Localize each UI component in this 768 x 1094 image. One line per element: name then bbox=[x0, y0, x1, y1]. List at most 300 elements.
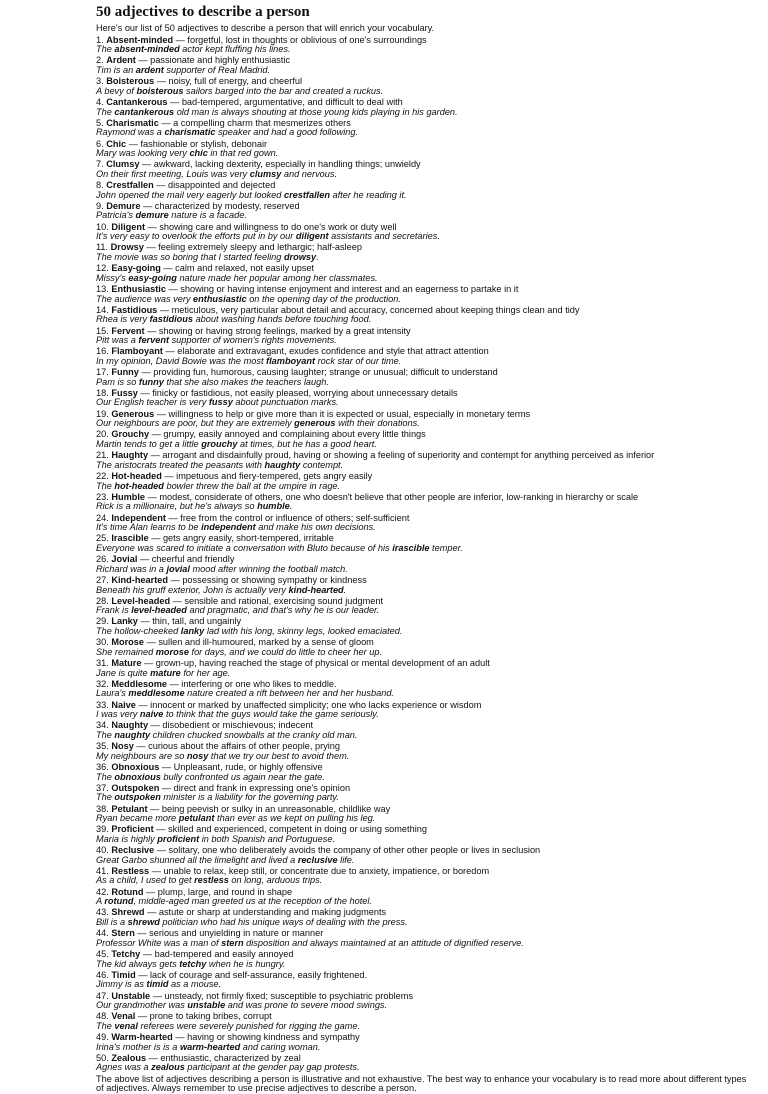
adjective-definition: 17. Funny — providing fun, humorous, causing laughter; strange or unusual; difficult to understand bbox=[96, 367, 498, 378]
example-keyword: proficient bbox=[157, 833, 200, 844]
list-item bbox=[96, 430, 752, 449]
adjective-word: Shrewd bbox=[111, 907, 145, 918]
example-keyword: demure bbox=[135, 210, 169, 221]
example-sentence bbox=[96, 980, 752, 990]
definition-text: arrogant and disdainfully proud, having or showing a feeling of superiority and contempt for anything perceived as inferior bbox=[162, 450, 655, 461]
entry-number: 48. bbox=[96, 1011, 109, 1022]
list-item bbox=[96, 410, 752, 429]
example-text: speaker and had a good following. bbox=[215, 127, 359, 138]
list-item bbox=[96, 1012, 752, 1031]
example-keyword: naughty bbox=[114, 729, 151, 740]
adjective-word: Hot-headed bbox=[111, 471, 162, 481]
example-text: nature made her popular among her classmates. bbox=[176, 272, 378, 283]
entry-number: 13. bbox=[96, 283, 109, 294]
entry-number: 39. bbox=[96, 824, 109, 835]
example-text: Maria is highly bbox=[96, 833, 158, 844]
example-keyword: obnoxious bbox=[114, 771, 161, 782]
example-sentence bbox=[96, 710, 752, 720]
definition-text: Unpleasant, rude, or highly offensive bbox=[173, 761, 323, 772]
list-item bbox=[96, 514, 752, 533]
list-item bbox=[96, 825, 752, 844]
adjective-definition: 47. Unstable — unsteady, not firmly fixed; susceptible to psychiatric problems bbox=[96, 990, 413, 1001]
example-keyword: charismatic bbox=[164, 127, 216, 138]
list-item bbox=[96, 929, 752, 948]
adjective-word: Haughty bbox=[111, 450, 149, 461]
definition-text: calm and relaxed, not easily upset bbox=[175, 263, 315, 274]
example-text: It's time Alan learns to be bbox=[96, 522, 202, 533]
example-text: life. bbox=[337, 854, 355, 865]
example-sentence bbox=[96, 606, 752, 616]
adjective-definition: 43. Shrewd — astute or sharp at understanding and making judgments bbox=[96, 907, 387, 918]
entry-number: 37. bbox=[96, 782, 109, 793]
example-sentence bbox=[96, 627, 752, 637]
adjective-word: Petulant bbox=[111, 803, 148, 814]
list-item bbox=[96, 389, 752, 408]
example-text: and pragmatic, and that's why he is our leader. bbox=[186, 605, 380, 616]
example-keyword: mature bbox=[150, 667, 181, 678]
example-sentence bbox=[96, 191, 752, 201]
example-sentence bbox=[96, 1022, 752, 1032]
example-keyword: reclusive bbox=[297, 854, 338, 865]
example-sentence bbox=[96, 918, 752, 928]
definition-text: willingness to help or give more than it is expected or usual, especially in monetary terms bbox=[168, 408, 531, 419]
adjective-definition: 34. Naughty — disobedient or mischievous; indecent bbox=[96, 720, 314, 731]
adjective-definition: 25. Irascible — gets angry easily, short-tempered, irritable bbox=[96, 533, 334, 544]
example-keyword: zealous bbox=[151, 1062, 185, 1073]
example-text: politician who had his unique ways of dealing with the press. bbox=[159, 917, 408, 927]
example-text: She remained bbox=[96, 646, 156, 657]
list-item bbox=[96, 701, 752, 720]
example-text: Ryan became more bbox=[96, 813, 179, 824]
definition-text: interfering or one who likes to meddle. bbox=[181, 678, 337, 689]
list-item bbox=[96, 971, 752, 990]
example-text: Irina's mother is is a bbox=[96, 1041, 180, 1052]
adjective-definition: 1. Absent-minded — forgetful, lost in thoughts or oblivious of one's surroundings bbox=[96, 34, 427, 45]
adjective-definition: 11. Drowsy — feeling extremely sleepy and lethargic; half-asleep bbox=[96, 242, 362, 253]
adjective-word: Irascible bbox=[111, 533, 149, 544]
entry-number: 6. bbox=[96, 138, 104, 149]
definition-text: innocent or marked by unaffected simplicity; one who lacks experience or wisdom bbox=[150, 699, 482, 710]
example-text: Mary was looking very bbox=[96, 148, 190, 159]
example-keyword: restless bbox=[194, 875, 229, 886]
entry-number: 41. bbox=[96, 865, 109, 876]
example-text: participant at the gender pay gap protests. bbox=[184, 1062, 360, 1073]
adjective-word: Generous bbox=[111, 408, 155, 419]
example-sentence bbox=[96, 689, 752, 699]
example-keyword: petulant bbox=[178, 813, 215, 824]
example-keyword: cantankerous bbox=[114, 106, 175, 117]
definition-text: grumpy, easily annoyed and complaining about every little things bbox=[163, 429, 426, 440]
example-text: minister is a liability for the governing party. bbox=[160, 792, 339, 803]
adjective-definition: 22. Hot-headed — impetuous and fiery-tempered, gets angry easily bbox=[96, 471, 373, 481]
example-keyword: lanky bbox=[180, 626, 205, 637]
definition-text: having or showing kindness and sympathy bbox=[187, 1032, 360, 1043]
adjective-word: Flamboyant bbox=[111, 346, 163, 357]
definition-text: lack of courage and self-assurance, easily frightened. bbox=[149, 969, 368, 980]
definition-text: modest, considerate of others, one who doesn't believe that other people are inferior, low-ranking in hierarchy or scale bbox=[159, 491, 639, 502]
example-sentence bbox=[96, 357, 752, 367]
example-sentence bbox=[96, 315, 752, 325]
example-sentence bbox=[96, 731, 752, 741]
example-text: temper. bbox=[429, 542, 463, 553]
example-text: to think that the guys would take the game seriously. bbox=[163, 709, 379, 720]
example-text: Frank is bbox=[96, 605, 132, 616]
adjective-word: Naive bbox=[111, 699, 136, 710]
adjective-definition: 42. Rotund — plump, large, and round in shape bbox=[96, 886, 293, 897]
example-text: on the opening day of the production. bbox=[246, 293, 401, 304]
definition-text: bad-tempered, argumentative, and difficult to deal with bbox=[181, 96, 403, 107]
entry-number: 43. bbox=[96, 907, 109, 918]
adjective-definition: 10. Diligent — showing care and willingness to do one's work or duty well bbox=[96, 221, 397, 232]
example-text: Professor White was a man of bbox=[96, 937, 222, 948]
definition-text: curious about the affairs of other people, prying bbox=[148, 741, 340, 752]
list-item bbox=[96, 534, 752, 553]
adjective-word: Venal bbox=[111, 1011, 136, 1022]
adjective-definition: 36. Obnoxious — Unpleasant, rude, or highly offensive bbox=[96, 761, 323, 772]
example-sentence bbox=[96, 274, 752, 284]
example-keyword: flamboyant bbox=[266, 355, 316, 366]
example-text: The kid always gets bbox=[96, 958, 180, 969]
entry-number: 45. bbox=[96, 948, 109, 959]
adjective-word: Proficient bbox=[111, 824, 154, 835]
example-sentence bbox=[96, 565, 752, 575]
example-text: that she also makes the teachers laugh. bbox=[163, 376, 329, 387]
list-item bbox=[96, 140, 752, 159]
adjective-definition: 31. Mature — grown-up, having reached the stage of physical or mental development of an adult bbox=[96, 658, 490, 669]
example-keyword: shrewd bbox=[127, 917, 160, 927]
example-keyword: generous bbox=[294, 418, 336, 429]
adjective-word: Grouchy bbox=[111, 429, 150, 440]
list-item bbox=[96, 576, 752, 595]
adjective-word: Cantankerous bbox=[106, 96, 168, 107]
adjective-definition: 13. Enthusiastic — showing or having intense enjoyment and interest and an eagerness to partake in it bbox=[96, 283, 519, 294]
list-item bbox=[96, 451, 752, 470]
example-text: Everyone was scared to initiate a conversation with Bluto because of his bbox=[96, 542, 393, 553]
example-text: The bbox=[96, 771, 115, 782]
example-sentence bbox=[96, 336, 752, 346]
example-keyword: ardent bbox=[135, 64, 164, 75]
list-item bbox=[96, 77, 752, 96]
entry-number: 4. bbox=[96, 96, 104, 107]
list-item bbox=[96, 784, 752, 803]
list-item bbox=[96, 950, 752, 969]
adjective-definition: 48. Venal — prone to taking bribes, corrupt bbox=[96, 1011, 272, 1022]
example-text: Our English teacher is very bbox=[96, 397, 209, 408]
entry-number: 14. bbox=[96, 304, 109, 315]
adjective-definition: 4. Cantankerous — bad-tempered, argumentative, and difficult to deal with bbox=[96, 96, 403, 107]
entry-number: 32. bbox=[96, 678, 109, 689]
example-keyword: irascible bbox=[392, 542, 430, 553]
adjective-definition: 15. Fervent — showing or having strong feelings, marked by a great intensity bbox=[96, 325, 411, 336]
example-text: about washing hands before touching food. bbox=[193, 314, 372, 325]
adjective-word: Charismatic bbox=[106, 117, 159, 128]
example-text: The bbox=[96, 1020, 115, 1031]
example-keyword: clumsy bbox=[249, 168, 282, 179]
list-item bbox=[96, 659, 752, 678]
entry-number: 24. bbox=[96, 512, 109, 523]
example-text: children chucked snowballs at the cranky old man. bbox=[150, 729, 358, 740]
adjective-list bbox=[96, 36, 752, 1073]
entry-number: 33. bbox=[96, 699, 109, 710]
example-keyword: boisterous bbox=[136, 85, 184, 96]
adjective-definition: 46. Timid — lack of courage and self-assurance, easily frightened. bbox=[96, 969, 368, 980]
adjective-word: Level-headed bbox=[111, 595, 171, 606]
entry-number: 19. bbox=[96, 408, 109, 419]
adjective-definition: 49. Warm-hearted — having or showing kindness and sympathy bbox=[96, 1032, 360, 1043]
definition-text: solitary, one who deliberately avoids the company of other other people or lives in seclusion bbox=[168, 845, 541, 856]
entry-number: 16. bbox=[96, 346, 109, 357]
list-item bbox=[96, 119, 752, 138]
adjective-word: Obnoxious bbox=[111, 761, 160, 772]
adjective-definition: 26. Jovial — cheerful and friendly bbox=[96, 554, 235, 565]
entry-number: 47. bbox=[96, 990, 109, 1001]
example-text: The movie was so boring that I started feeling bbox=[96, 252, 284, 262]
definition-text: cheerful and friendly bbox=[151, 554, 235, 565]
adjective-word: Nosy bbox=[111, 741, 134, 752]
example-keyword: funny bbox=[138, 376, 164, 387]
definition-text: being peevish or sulky in an unreasonable, childlike way bbox=[161, 803, 391, 814]
adjective-definition: 39. Proficient — skilled and experienced, competent in doing or using something bbox=[96, 824, 427, 835]
list-item bbox=[96, 638, 752, 657]
example-text: John opened the mail very eagerly but looked bbox=[96, 189, 284, 200]
example-sentence bbox=[96, 1063, 752, 1073]
example-text: and caring woman. bbox=[240, 1041, 321, 1052]
example-text: Tim is an bbox=[96, 64, 136, 75]
adjective-word: Rotund bbox=[111, 886, 144, 897]
example-sentence bbox=[96, 419, 752, 429]
definition-text: possessing or showing sympathy or kindness bbox=[182, 574, 367, 585]
definition-text: gets angry easily, short-tempered, irritable bbox=[162, 533, 334, 544]
example-text: The hollow-cheeked bbox=[96, 626, 181, 637]
definition-text: skilled and experienced, competent in doing or using something bbox=[168, 824, 427, 835]
adjective-definition: 32. Meddlesome — interfering or one who likes to meddle. bbox=[96, 678, 337, 689]
example-sentence bbox=[96, 897, 752, 907]
example-text: The bbox=[96, 729, 115, 740]
list-item bbox=[96, 243, 752, 262]
entry-number: 21. bbox=[96, 450, 109, 461]
example-text: . bbox=[316, 252, 319, 262]
example-sentence bbox=[96, 502, 752, 512]
adjective-definition: 21. Haughty — arrogant and disdainfully proud, having or showing a feeling of superiority and contempt for anything perceived as inferior bbox=[96, 450, 655, 461]
definition-text: prone to taking bribes, corrupt bbox=[149, 1011, 272, 1022]
adjective-word: Fastidious bbox=[111, 304, 158, 315]
example-sentence bbox=[96, 232, 752, 242]
page-title: 50 adjectives to describe a person bbox=[96, 4, 310, 20]
example-sentence bbox=[96, 378, 752, 388]
example-keyword: rotund bbox=[104, 896, 134, 907]
example-keyword: diligent bbox=[295, 231, 329, 242]
definition-text: thin, tall, and ungainly bbox=[152, 616, 242, 627]
example-text: Raymond was a bbox=[96, 127, 165, 138]
entry-number: 2. bbox=[96, 55, 104, 66]
definition-text: serious and unyielding in nature or manner bbox=[149, 928, 324, 939]
entry-number: 49. bbox=[96, 1032, 109, 1043]
example-text: Richard was in a bbox=[96, 563, 167, 574]
entry-number: 38. bbox=[96, 803, 109, 814]
list-item bbox=[96, 306, 752, 325]
example-text: A bevy of bbox=[96, 85, 137, 96]
definition-text: fashionable or stylish, debonair bbox=[140, 138, 268, 149]
adjective-word: Stern bbox=[111, 928, 135, 939]
adjective-word: Fervent bbox=[111, 325, 145, 336]
adjective-definition: 38. Petulant — being peevish or sulky in an unreasonable, childlike way bbox=[96, 803, 391, 814]
example-sentence bbox=[96, 773, 752, 783]
definition-text: showing care and willingness to do one's work or duty well bbox=[159, 221, 397, 232]
example-sentence bbox=[96, 1001, 752, 1011]
adjective-definition: 23. Humble — modest, considerate of others, one who doesn't believe that other people are inferior, low-ranking in hierarchy or scale bbox=[96, 491, 639, 502]
adjective-word: Easy-going bbox=[111, 263, 161, 274]
list-item bbox=[96, 160, 752, 179]
example-sentence bbox=[96, 648, 752, 658]
example-keyword: nosy bbox=[186, 750, 209, 761]
example-keyword: kind-hearted bbox=[288, 584, 344, 595]
entry-number: 15. bbox=[96, 325, 109, 336]
example-text: My neighbours are so bbox=[96, 750, 187, 761]
example-keyword: fervent bbox=[138, 335, 170, 346]
example-text: supporter of women's rights movements. bbox=[169, 335, 337, 346]
adjective-definition: 14. Fastidious — meticulous, very particular about detail and accuracy, concerned about keeping things clean and tidy bbox=[96, 304, 580, 315]
list-item bbox=[96, 327, 752, 346]
example-text: The bbox=[96, 106, 115, 117]
example-text: Pam is so bbox=[96, 376, 139, 387]
definition-text: characterized by modesty, reserved bbox=[154, 200, 300, 211]
adjective-definition: 19. Generous — willingness to help or give more than it is expected or usual, especially in monetary terms bbox=[96, 408, 531, 419]
adjective-word: Funny bbox=[111, 367, 139, 378]
example-text: Our grandmother was bbox=[96, 1000, 188, 1011]
example-text: assistants and secretaries. bbox=[328, 231, 440, 242]
example-text: and make his own decisions. bbox=[255, 522, 376, 533]
example-text: actor kept fluffing his lines. bbox=[179, 44, 291, 55]
definition-text: providing fun, humorous, causing laughter; strange or unusual; difficult to understand bbox=[153, 367, 498, 378]
example-sentence bbox=[96, 586, 752, 596]
list-item bbox=[96, 867, 752, 886]
adjective-word: Drowsy bbox=[110, 242, 144, 253]
entry-number: 11. bbox=[96, 242, 109, 253]
entry-number: 1. bbox=[96, 34, 104, 45]
example-text: with their donations. bbox=[335, 418, 420, 429]
adjective-word: Diligent bbox=[111, 221, 146, 232]
example-text: old man is always shouting at those young kids playing in his garden. bbox=[174, 106, 458, 117]
list-item bbox=[96, 202, 752, 221]
definition-text: sullen and ill-humoured, marked by a sense of gloom bbox=[158, 637, 374, 648]
adjective-word: Mature bbox=[111, 658, 142, 669]
definition-text: noisy, full of energy, and cheerful bbox=[168, 76, 302, 87]
example-keyword: level-headed bbox=[131, 605, 187, 616]
example-keyword: timid bbox=[146, 979, 169, 990]
definition-text: sensible and rational, exercising sound judgment bbox=[184, 595, 384, 606]
example-text: Patricia's bbox=[96, 210, 136, 221]
example-text: Great Garbo shunned all the limelight and lived a bbox=[96, 854, 298, 865]
list-item bbox=[96, 763, 752, 782]
entry-number: 18. bbox=[96, 387, 109, 398]
adjective-definition: 28. Level-headed — sensible and rational, exercising sound judgment bbox=[96, 595, 384, 606]
entry-number: 23. bbox=[96, 491, 109, 502]
list-item bbox=[96, 493, 752, 512]
adjective-word: Tetchy bbox=[111, 948, 141, 959]
adjective-word: Absent-minded bbox=[106, 34, 174, 45]
example-text: about punctuation marks. bbox=[232, 397, 339, 408]
list-item bbox=[96, 472, 752, 491]
list-item bbox=[96, 347, 752, 366]
example-keyword: stern bbox=[221, 937, 244, 948]
example-sentence bbox=[96, 523, 752, 533]
example-text: for days, and we could do little to cheer her up. bbox=[188, 646, 383, 657]
list-item bbox=[96, 36, 752, 55]
example-text: The bbox=[96, 44, 115, 55]
example-text: supporter of Real Madrid. bbox=[163, 64, 271, 75]
example-text: sailors barged into the bar and created a ruckus. bbox=[183, 85, 384, 96]
entry-number: 50. bbox=[96, 1052, 109, 1063]
example-text: that we try our best to avoid them. bbox=[208, 750, 350, 761]
entry-number: 31. bbox=[96, 658, 109, 669]
example-text: after he reading it. bbox=[329, 189, 407, 200]
example-text: The audience was very bbox=[96, 293, 194, 304]
entry-number: 28. bbox=[96, 595, 109, 606]
example-sentence bbox=[96, 211, 752, 221]
adjective-definition: 35. Nosy — curious about the affairs of other people, prying bbox=[96, 741, 340, 752]
example-keyword: chic bbox=[189, 148, 208, 159]
example-text: in both Spanish and Portuguese. bbox=[199, 833, 336, 844]
definition-text: meticulous, very particular about detail and accuracy, concerned about keeping things clean and tidy bbox=[171, 304, 580, 315]
example-keyword: warm-hearted bbox=[179, 1041, 241, 1052]
adjective-definition: 27. Kind-hearted — possessing or showing sympathy or kindness bbox=[96, 574, 367, 585]
list-item bbox=[96, 1054, 752, 1073]
definition-text: direct and frank in expressing one's opinion bbox=[173, 782, 351, 793]
list-item bbox=[96, 617, 752, 636]
example-sentence bbox=[96, 295, 752, 305]
adjective-definition: 45. Tetchy — bad-tempered and easily annoyed bbox=[96, 948, 294, 959]
example-text: Rick is a millionaire, but he's always so bbox=[96, 501, 258, 512]
entry-number: 7. bbox=[96, 159, 104, 170]
adjective-word: Restless bbox=[111, 865, 150, 876]
list-item bbox=[96, 888, 752, 907]
adjective-word: Naughty bbox=[111, 720, 149, 731]
example-text: as a mouse. bbox=[168, 979, 222, 990]
adjective-definition: 24. Independent — free from the control or influence of others; self-sufficient bbox=[96, 512, 410, 523]
example-sentence bbox=[96, 482, 752, 492]
example-sentence bbox=[96, 793, 752, 803]
list-item bbox=[96, 992, 752, 1011]
adjective-definition: 7. Clumsy — awkward, lacking dexterity, especially in handling things; unwieldy bbox=[96, 159, 421, 170]
example-text: in that red gown. bbox=[207, 148, 279, 159]
example-sentence bbox=[96, 876, 752, 886]
example-sentence bbox=[96, 87, 752, 97]
adjective-definition: 33. Naive — innocent or marked by unaffected simplicity; one who lacks experience or wisdom bbox=[96, 699, 482, 710]
example-keyword: grouchy bbox=[201, 439, 238, 450]
entry-number: 44. bbox=[96, 928, 109, 939]
list-item bbox=[96, 555, 752, 574]
example-text: Martin tends to get a little bbox=[96, 439, 202, 450]
example-text: Beneath his gruff exterior, John is actually very bbox=[96, 584, 289, 595]
adjective-definition: 20. Grouchy — grumpy, easily annoyed and complaining about every little things bbox=[96, 429, 426, 440]
example-text: Rhea is very bbox=[96, 314, 150, 325]
definition-text: plump, large, and round in shape bbox=[157, 886, 293, 897]
example-text: bully confronted us again near the gate. bbox=[160, 771, 325, 782]
example-sentence bbox=[96, 440, 752, 450]
adjective-word: Enthusiastic bbox=[111, 283, 166, 294]
entry-number: 35. bbox=[96, 741, 109, 752]
example-text: than ever as we kept on pulling his leg. bbox=[214, 813, 376, 824]
example-keyword: jovial bbox=[166, 563, 190, 574]
adjective-word: Fussy bbox=[111, 387, 138, 398]
example-text: The bbox=[96, 480, 115, 491]
list-item bbox=[96, 742, 752, 761]
adjective-word: Reclusive bbox=[111, 845, 155, 856]
list-item bbox=[96, 285, 752, 304]
adjective-word: Timid bbox=[111, 969, 136, 980]
list-item bbox=[96, 805, 752, 824]
adjective-definition: 37. Outspoken — direct and frank in expressing one's opinion bbox=[96, 782, 351, 793]
